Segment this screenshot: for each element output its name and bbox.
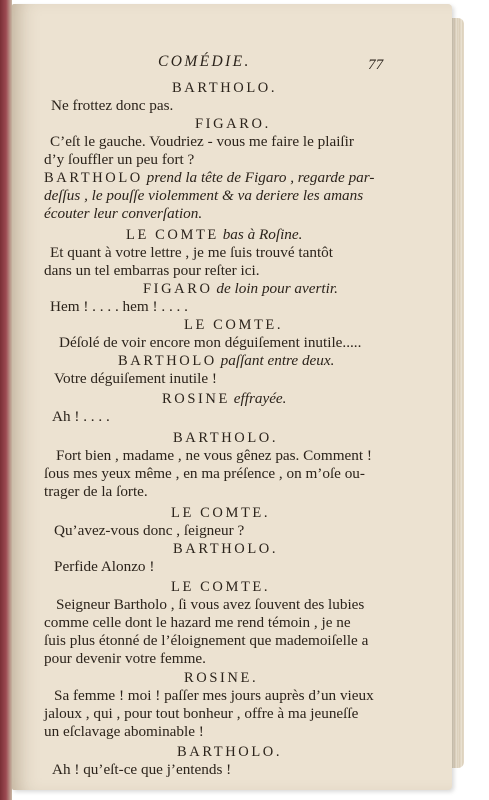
speaker-name: ROSINE bbox=[162, 391, 230, 407]
text-line: Votre déguiſement inutile ! bbox=[54, 370, 217, 387]
book-page bbox=[12, 4, 452, 790]
running-title: COMÉDIE. bbox=[158, 53, 251, 70]
stage-direction: de loin pour avertir. bbox=[216, 280, 338, 297]
speaker-heading: BARTHOLO. bbox=[173, 541, 279, 557]
speaker-heading: BARTHOLO. bbox=[172, 80, 278, 96]
page-number: 77 bbox=[368, 56, 384, 73]
speaker-heading: LE COMTE. bbox=[171, 579, 271, 595]
text-line: d’y ſouffler un peu fort ? bbox=[44, 151, 195, 168]
speaker-name: BARTHOLO bbox=[118, 353, 217, 369]
stage-direction: bas à Roſine. bbox=[222, 226, 303, 243]
stage-direction: paſſant entre deux. bbox=[220, 352, 335, 369]
text-line: comme celle dont le hazard me rend témoin , je ne bbox=[44, 614, 351, 631]
speaker-name: FIGARO bbox=[143, 281, 213, 297]
text-line: ſous mes yeux même , en ma préſence , on m’oſe ou- bbox=[44, 465, 365, 482]
speaker-heading bbox=[126, 226, 302, 244]
text-line: Déſolé de voir encore mon déguiſement inutile..... bbox=[59, 334, 362, 351]
text-line: Qu’avez-vous donc , ſeigneur ? bbox=[54, 522, 245, 539]
speaker-heading bbox=[118, 352, 334, 370]
text-line: Ah ! qu’eſt-ce que j’entends ! bbox=[52, 761, 232, 778]
speaker-name: BARTHOLO bbox=[44, 170, 143, 186]
speaker-heading: LE COMTE. bbox=[171, 505, 271, 521]
stage-direction: prend la tête de Figaro , regarde par- bbox=[146, 169, 375, 186]
stage-direction: effrayée. bbox=[233, 390, 287, 407]
speaker-heading: FIGARO. bbox=[195, 116, 271, 132]
speaker-name: LE COMTE bbox=[126, 227, 219, 243]
text-line: Hem ! . . . . hem ! . . . . bbox=[50, 298, 188, 315]
speaker-heading: BARTHOLO. bbox=[177, 744, 283, 760]
text-line: jaloux , qui , pour tout bonheur , offre à ma jeuneſſe bbox=[44, 705, 359, 722]
text-line: Sa femme ! moi ! paſſer mes jours auprès d’un vieux bbox=[54, 687, 374, 704]
text-line: Ah ! . . . . bbox=[52, 408, 110, 425]
text-line: pour devenir votre femme. bbox=[44, 650, 206, 667]
text-line: Perfide Alonzo ! bbox=[54, 558, 155, 575]
text-line: un eſclavage abominable ! bbox=[44, 723, 204, 740]
text-line: Fort bien , madame , ne vous gênez pas. Comment ! bbox=[56, 447, 372, 464]
stage-direction-line bbox=[44, 169, 374, 187]
text-line: Et quant à votre lettre , je me ſuis trouvé tantôt bbox=[50, 244, 333, 261]
speaker-heading bbox=[143, 280, 338, 298]
speaker-heading: BARTHOLO. bbox=[173, 430, 279, 446]
speaker-heading bbox=[162, 390, 286, 408]
speaker-heading: LE COMTE. bbox=[184, 317, 284, 333]
text-line: C’eſt le gauche. Voudriez - vous me faire le plaiſir bbox=[50, 133, 354, 150]
text-line: ſuis plus étonné de l’éloignement que mademoiſelle a bbox=[44, 632, 369, 649]
text-line: trager de la ſorte. bbox=[44, 483, 148, 500]
text-line: Seigneur Bartholo , ſi vous avez ſouvent des lubies bbox=[56, 596, 365, 613]
speaker-heading: ROSINE. bbox=[184, 670, 259, 686]
book-spine bbox=[0, 0, 12, 800]
stage-direction: écouter leur converſation. bbox=[44, 205, 203, 222]
stage-direction: deſſus , le pouſſe violemment & va deriere les amans bbox=[44, 187, 364, 204]
text-line: Ne frottez donc pas. bbox=[51, 97, 174, 114]
text-line: dans un tel embarras pour reſter ici. bbox=[44, 262, 260, 279]
